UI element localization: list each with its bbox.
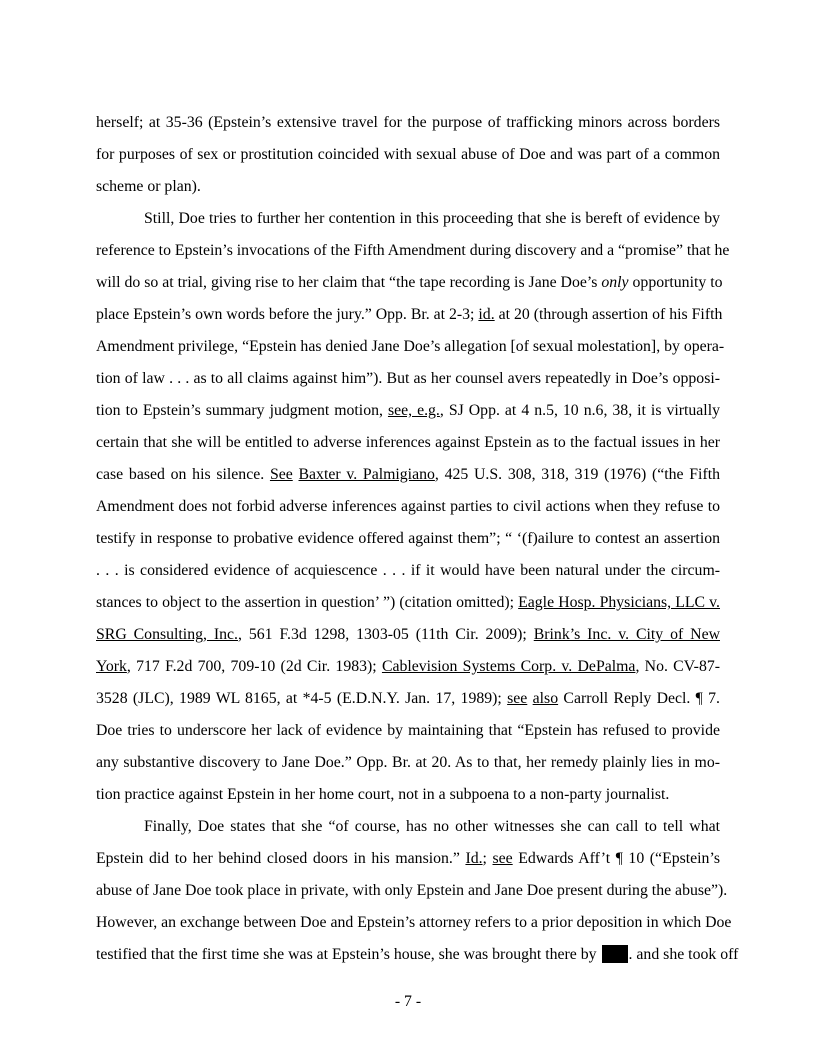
- text-line: for purposes of sex or prostitution coincided with sexual abuse of Doe and was part of a common: [96, 146, 720, 163]
- citation-signal: see: [492, 850, 513, 867]
- case-name: Eagle Hosp. Physicians, LLC v.: [518, 594, 720, 611]
- page-number: - 7 -: [394, 993, 422, 1010]
- text-line: testify in response to probative evidence offered against them”; “ ‘(f)ailure to contest an assertion: [96, 530, 720, 547]
- text-line: abuse of Jane Doe took place in private, with only Epstein and Jane Doe present during the abuse”).: [96, 882, 728, 899]
- case-name: Baxter v. Palmigiano: [298, 466, 435, 483]
- text-line: case based on his silence. See Baxter v. Palmigiano, 425 U.S. 308, 318, 319 (1976) (“the Fifth: [96, 466, 720, 483]
- text-line: certain that she will be entitled to adverse inferences against Epstein as to the factual issues in her: [96, 434, 720, 451]
- citation-signal: see, e.g.: [387, 402, 440, 419]
- text-line: tion practice against Epstein in her home court, not in a subpoena to a non-party journalist.: [96, 786, 670, 803]
- text-line: any substantive discovery to Jane Doe.” Opp. Br. at 20. As to that, her remedy plainly lies in mo-: [96, 754, 720, 771]
- text-line: . . . is considered evidence of acquiescence . . . if it would have been natural under the circum-: [96, 562, 720, 579]
- citation-signal: also: [532, 690, 559, 707]
- case-name: SRG Consulting, Inc.: [96, 626, 238, 643]
- text-line: will do so at trial, giving rise to her claim that “the tape recording is Jane Doe’s only opportunity to: [96, 274, 723, 291]
- redaction-box: [602, 945, 628, 963]
- text-line: SRG Consulting, Inc., 561 F.3d 1298, 1303-05 (11th Cir. 2009); Brink’s Inc. v. City of New: [96, 626, 720, 643]
- case-name: Cablevision Systems Corp. v. DePalma: [381, 658, 636, 675]
- text-line: York, 717 F.2d 700, 709-10 (2d Cir. 1983); Cablevision Systems Corp. v. DePalma, No. CV-87-: [96, 658, 720, 675]
- text-line: testified that the first time she was at Epstein’s house, she was brought there by . and she took off: [96, 946, 739, 963]
- text-line: scheme or plan).: [96, 178, 201, 195]
- paragraph-start-line: Finally, Doe states that she “of course, has no other witnesses she can call to tell what: [144, 818, 720, 835]
- text-line: However, an exchange between Doe and Epstein’s attorney refers to a prior deposition in which Doe: [96, 914, 732, 931]
- text-line: place Epstein’s own words before the jury.” Opp. Br. at 2-3; id. at 20 (through assertion of his Fifth: [96, 306, 723, 323]
- text-line: tion of law . . . as to all claims against him”). But as her counsel avers repeatedly in Doe’s opposi-: [96, 370, 720, 387]
- paragraph-start-line: Still, Doe tries to further her contention in this proceeding that she is bereft of evidence by: [144, 210, 720, 227]
- citation-signal: Id.: [465, 850, 483, 867]
- italic-emphasis: only: [601, 274, 629, 291]
- text-line: herself; at 35-36 (Epstein’s extensive travel for the purpose of trafficking minors across borders: [96, 114, 720, 131]
- text-line: Epstein did to her behind closed doors in his mansion.” Id.; see Edwards Aff’t ¶ 10 (“Epstein’s: [96, 850, 720, 867]
- citation-signal: id.: [478, 306, 495, 323]
- case-name: Brink’s Inc. v. City of New: [533, 626, 720, 643]
- text-line: 3528 (JLC), 1989 WL 8165, at *4-5 (E.D.N.Y. Jan. 17, 1989); see also Carroll Reply Decl. ¶ 7.: [96, 690, 721, 707]
- citation-signal: see: [507, 690, 528, 707]
- citation-signal: See: [269, 466, 293, 483]
- text-line: Amendment privilege, “Epstein has denied Jane Doe’s allegation [of sexual molestation], by opera-: [96, 338, 725, 355]
- case-name: York: [96, 658, 127, 675]
- text-line: Doe tries to underscore her lack of evidence by maintaining that “Epstein has refused to provide: [96, 722, 720, 739]
- text-line: stances to object to the assertion in question’ ”) (citation omitted); Eagle Hosp. Physicians, LLC v.: [96, 594, 720, 611]
- text-line: reference to Epstein’s invocations of the Fifth Amendment during discovery and a “promise” that he: [96, 242, 730, 259]
- text-line: tion to Epstein’s summary judgment motion, see, e.g., SJ Opp. at 4 n.5, 10 n.6, 38, it is virtually: [96, 402, 720, 419]
- text-line: Amendment does not forbid adverse inferences against parties to civil actions when they refuse to: [96, 498, 720, 515]
